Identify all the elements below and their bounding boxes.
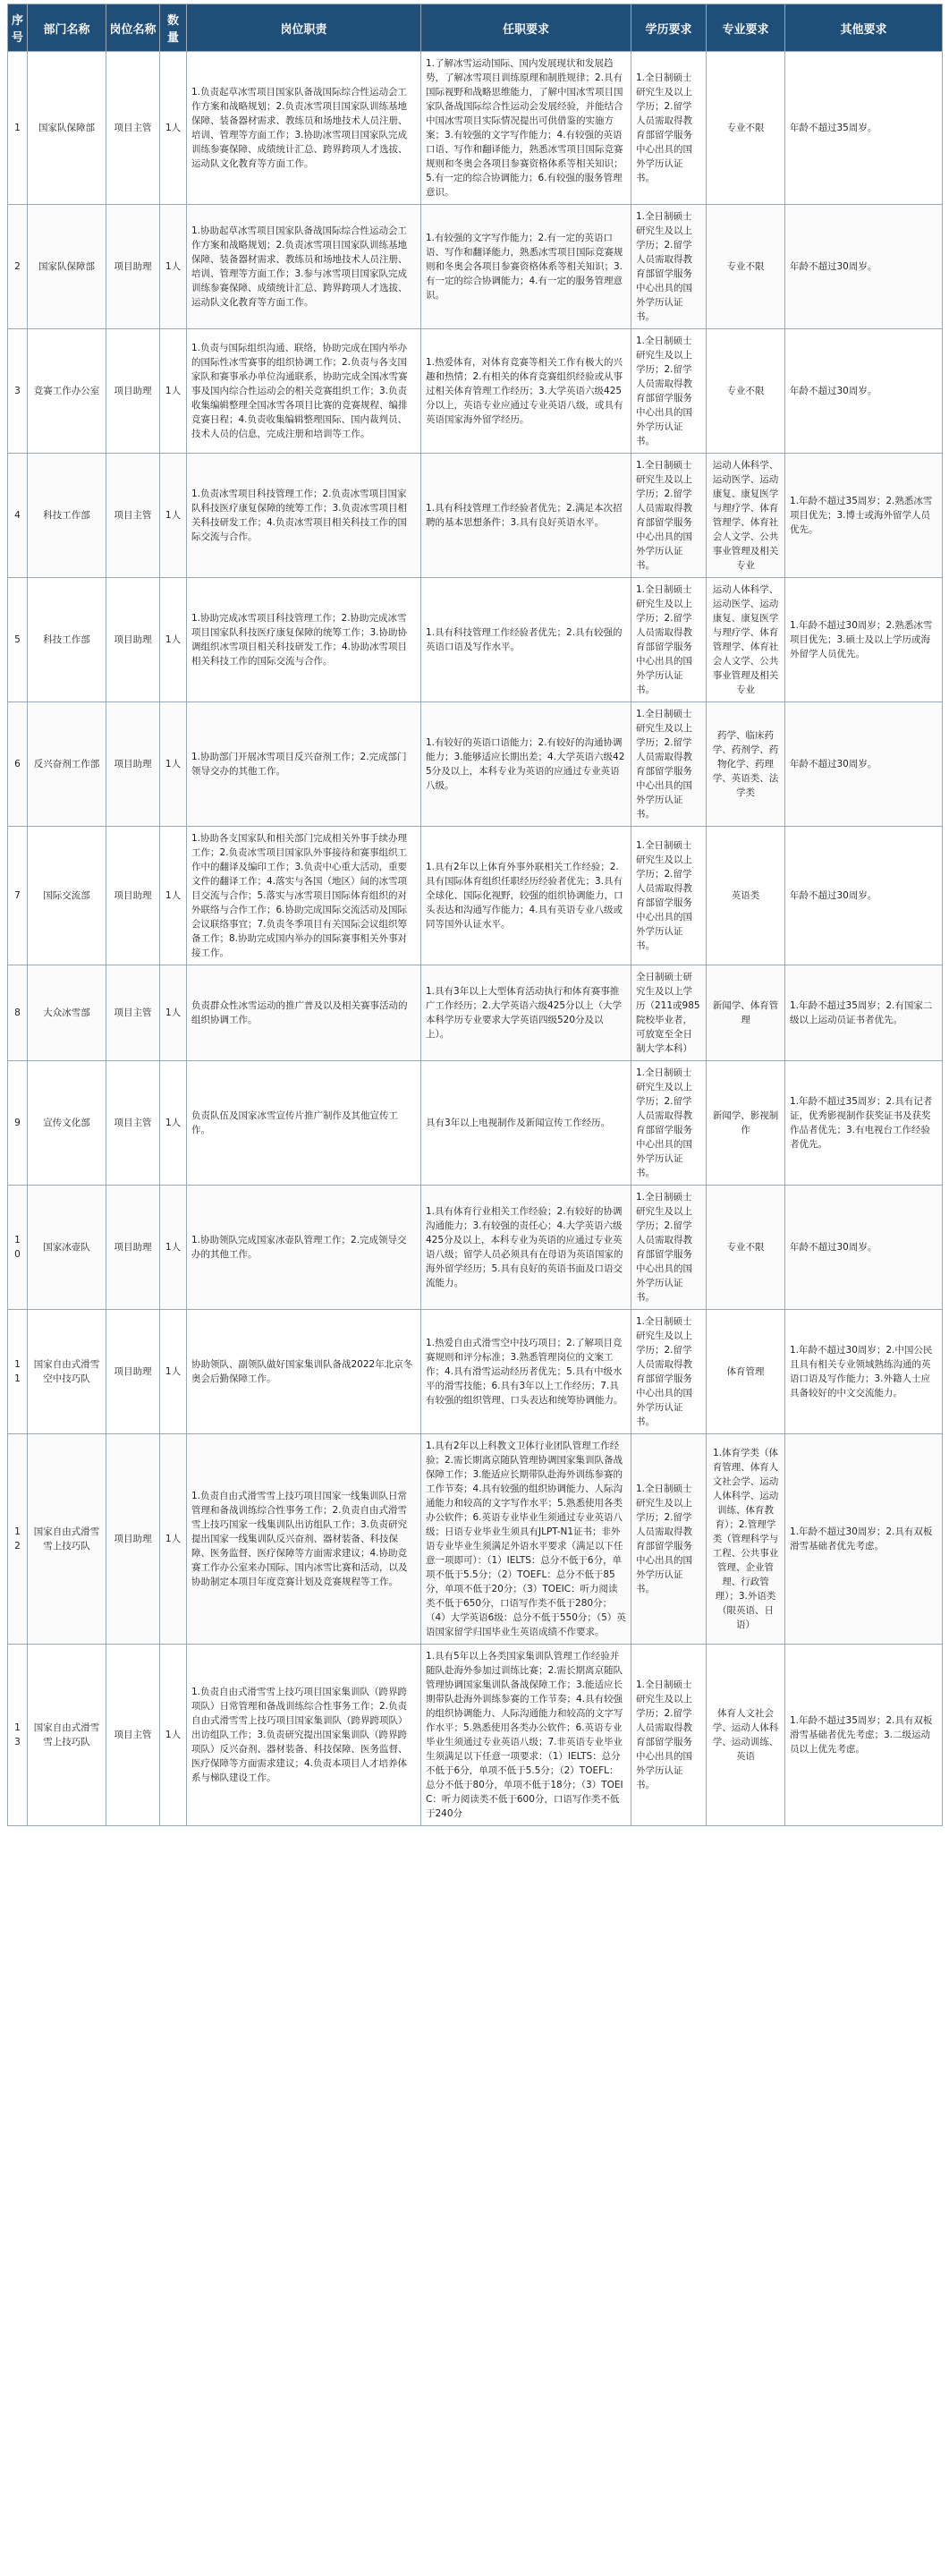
job-requirements: 1.热爱体育，对体育竞赛等相关工作有极大的兴趣和热情；2.有相关的体育竞赛组织经验或从事过相关体育管理工作经历；3.大学英语六级425分以上，英语专业应通过专业英语八级，或具有英语国家海外留学经历。	[421, 329, 631, 454]
education-requirement: 全日制硕士研究生及以上学历（211或985院校毕业者，可放宽至全日制大学本科）	[631, 965, 707, 1061]
education-requirement: 1.全日制硕士研究生及以上学历；2.留学人员需取得教育部留学服务中心出具的国外学历认证书。	[631, 454, 707, 578]
post-duties: 1.负责自由式滑雪雪上技巧项目国家一线集训队日常管理和备战训练综合性事务工作；2.负责自由式滑雪雪上技巧国家一线集训队出访组队工作；3.负责研究提出国家一线集训队反兴奋剂、器材装备、科技保障、医务监督、医疗保障等方面需求建议；4.协助竞赛工作办公室来办国际、国内冰雪比赛和活动，以及协助制定本项目年度竞赛计划及竞赛规程等工作。	[187, 1434, 421, 1645]
major-requirement: 新闻学、体育管理	[707, 965, 785, 1061]
row-number: 3	[8, 329, 28, 454]
job-requirements: 1.具有2年以上科教文卫体行业团队管理工作经验；2.需长期离京随队管理协调国家集训队备战保障工作；3.能适应长期带队赴海外训练参赛的工作节奏；4.具有较强的组织协调能力、人际沟通能力和较高的文字写作水平；5.熟悉使用各类办公软件；6.英语专业毕业生须通过专业英语八级；日语专业毕业生须具有JLPT-N1证书；非外语专业毕业生须满足外语水平要求（满足以下任意一项即可）：（1）IELTS：总分不低于6分，单项不低于5.5分；（2）TOEFL：总分不低于85分，单项不低于20分；（3）TOEIC：听力阅读类不低于650分，口语写作类不低于280分；（4）大学英语6级：总分不低于550分；（5）英语国家留学归国毕业生英语成绩不作要求。	[421, 1434, 631, 1645]
table-row	[8, 1186, 943, 1310]
post-duties: 1.负责冰雪项目科技管理工作；2.负责冰雪项目国家队科技医疗康复保障的统筹工作；3.负责冰雪项目相关科技研发工作；4.负责冰雪项目相关科技工作的国际交流与合作。	[187, 454, 421, 578]
table-row	[8, 52, 943, 205]
job-requirements: 1.具有科技管理工作经验者优先；2.具有较强的英语口语及写作水平。	[421, 578, 631, 702]
department-name: 国家冰壶队	[28, 1186, 106, 1310]
post-name: 项目助理	[106, 827, 160, 965]
major-requirement: 体育人文社会学、运动人体科学、运动训练、英语	[707, 1645, 785, 1826]
table-row	[8, 1434, 943, 1645]
headcount: 1人	[160, 1061, 187, 1186]
row-number: 10	[8, 1186, 28, 1310]
post-name: 项目助理	[106, 1434, 160, 1645]
other-requirements: 年龄不超过30周岁。	[785, 1186, 943, 1310]
row-number: 8	[8, 965, 28, 1061]
major-requirement: 1.体育学类（体育管理、体育人文社会学、运动人体科学、运动训练、体育教育）；2.管理学类（管理科学与工程、公共事业管理、企业管理、行政管理）；3.外语类（限英语、日语）	[707, 1434, 785, 1645]
post-name: 项目助理	[106, 1310, 160, 1434]
headcount: 1人	[160, 1186, 187, 1310]
headcount: 1人	[160, 578, 187, 702]
post-duties: 1.负责起草冰雪项目国家队备战国际综合性运动会工作方案和战略规划；2.负责冰雪项目国家队训练基地保障、装备器材需求、教练员和场地技术人员注册、培训、管理等方面工作；3.协助冰雪项目国家队完成训练参赛保障、成绩统计汇总、跨界跨项人才选拔、运动队文化教育等方面工作。	[187, 52, 421, 205]
row-number: 5	[8, 578, 28, 702]
table-row	[8, 827, 943, 965]
department-name: 国家队保障部	[28, 205, 106, 329]
header-requirements: 任职要求	[421, 4, 631, 52]
row-number: 13	[8, 1645, 28, 1826]
major-requirement: 专业不限	[707, 205, 785, 329]
post-name: 项目主管	[106, 1645, 160, 1826]
post-duties: 负责群众性冰雪运动的推广普及以及相关赛事活动的组织协调工作。	[187, 965, 421, 1061]
post-duties: 1.负责与国际组织沟通、联络，协助完成在国内举办的国际性冰雪赛事的组织协调工作；2.负责与各支国家队和赛事承办单位沟通联系，协助完成全国冰雪赛事及国内综合性运动会的相关竞赛组织工作；3.负责收集编辑整理全国冰雪各项目比赛的竞赛规程、编排竞赛日程；4.负责收集编辑整理国际、国内裁判员、技术人员的信息，完成注册和培训等工作。	[187, 329, 421, 454]
job-requirements: 具有3年以上电视制作及新闻宣传工作经历。	[421, 1061, 631, 1186]
headcount: 1人	[160, 52, 187, 205]
other-requirements: 1.年龄不超过35周岁；2.熟悉冰雪项目优先；3.博士或海外留学人员优先。	[785, 454, 943, 578]
other-requirements: 1.年龄不超过30周岁；2.具有双板滑雪基础者优先考虑。	[785, 1434, 943, 1645]
job-requirements: 1.有较强的文字写作能力；2.有一定的英语口语、写作和翻译能力，熟悉冰雪项目国际竞赛规则和冬奥会各项目参赛资格体系等相关知识；3.有一定的综合协调能力；4.有一定的服务管理意识。	[421, 205, 631, 329]
headcount: 1人	[160, 1310, 187, 1434]
post-name: 项目助理	[106, 205, 160, 329]
department-name: 竞赛工作办公室	[28, 329, 106, 454]
table-row	[8, 205, 943, 329]
department-name: 大众冰雪部	[28, 965, 106, 1061]
major-requirement: 药学、临床药学、药剂学、药物化学、药理学、英语类、法学类	[707, 702, 785, 827]
row-number: 1	[8, 52, 28, 205]
job-requirements: 1.具有3年以上大型体育活动执行和体育赛事推广工作经历；2.大学英语六级425分以上（大学本科学历专业要求大学英语四级520分及以上）。	[421, 965, 631, 1061]
table-row	[8, 702, 943, 827]
row-number: 11	[8, 1310, 28, 1434]
table-row	[8, 454, 943, 578]
headcount: 1人	[160, 1434, 187, 1645]
major-requirement: 专业不限	[707, 1186, 785, 1310]
department-name: 国家自由式滑雪雪上技巧队	[28, 1645, 106, 1826]
other-requirements: 年龄不超过30周岁。	[785, 329, 943, 454]
department-name: 科技工作部	[28, 454, 106, 578]
job-requirements: 1.具有科技管理工作经验者优先；2.满足本次招聘的基本思想条件；3.具有良好英语水平。	[421, 454, 631, 578]
other-requirements: 1.年龄不超过30周岁；2.中国公民且具有相关专业领域熟练沟通的英语口语及写作能力；3.外籍人士应具备较好的中文交流能力。	[785, 1310, 943, 1434]
post-duties: 1.协助部门开展冰雪项目反兴奋剂工作；2.完成部门领导交办的其他工作。	[187, 702, 421, 827]
post-duties: 1.协助各支国家队和相关部门完成相关外事手续办理工作；2.负责冰雪项目国家队外事接待和赛事组织工作中的翻译及编印工作；3.负责中心重大活动，重要文件的翻译工作；4.落实与各国（地区）间的冰雪项目交流与合作；5.落实与冰雪项目国际体育组织的对外联络与合作工作；6.协助完成国际交流活动及国际会议联络事宜；7.负责冬季项目有关国际会议组织筹备工作；8.协助完成国内举办的国际赛事相关外事对接工作。	[187, 827, 421, 965]
major-requirement: 专业不限	[707, 52, 785, 205]
post-name: 项目主管	[106, 52, 160, 205]
department-name: 国家自由式滑雪雪上技巧队	[28, 1434, 106, 1645]
department-name: 国家自由式滑雪空中技巧队	[28, 1310, 106, 1434]
table-row	[8, 578, 943, 702]
table-row	[8, 1310, 943, 1434]
row-number: 4	[8, 454, 28, 578]
post-duties: 协助领队、副领队做好国家集训队备战2022年北京冬奥会后勤保障工作。	[187, 1310, 421, 1434]
row-number: 9	[8, 1061, 28, 1186]
table-row	[8, 1645, 943, 1826]
headcount: 1人	[160, 1645, 187, 1826]
post-name: 项目主管	[106, 454, 160, 578]
post-duties: 1.协助完成冰雪项目科技管理工作；2.协助完成冰雪项目国家队科技医疗康复保障的统筹工作；3.协助协调组织冰雪项目相关科技研发工作；4.协助冰雪项目相关科技工作的国际交流与合作。	[187, 578, 421, 702]
education-requirement: 1.全日制硕士研究生及以上学历；2.留学人员需取得教育部留学服务中心出具的国外学历认证书。	[631, 578, 707, 702]
row-number: 7	[8, 827, 28, 965]
header-other: 其他要求	[785, 4, 943, 52]
education-requirement: 1.全日制硕士研究生及以上学历；2.留学人员需取得教育部留学服务中心出具的国外学历认证书。	[631, 1061, 707, 1186]
education-requirement: 1.全日制硕士研究生及以上学历；2.留学人员需取得教育部留学服务中心出具的国外学历认证书。	[631, 1645, 707, 1826]
row-number: 2	[8, 205, 28, 329]
job-requirements: 1.具有体育行业相关工作经验；2.有较好的协调沟通能力；3.有较强的责任心；4.大学英语六级425分及以上，本科专业为英语的应通过专业英语八级；留学人员必须具有在母语为英语国家的海外留学经历；5.具有良好的英语书面及口语交流能力。	[421, 1186, 631, 1310]
header-duty: 岗位职责	[187, 4, 421, 52]
row-number: 12	[8, 1434, 28, 1645]
header-no: 序号	[8, 4, 28, 52]
header-count: 数量	[160, 4, 187, 52]
recruitment-table	[7, 4, 943, 1826]
other-requirements: 年龄不超过30周岁。	[785, 205, 943, 329]
education-requirement: 1.全日制硕士研究生及以上学历；2.留学人员需取得教育部留学服务中心出具的国外学历认证书。	[631, 1186, 707, 1310]
headcount: 1人	[160, 965, 187, 1061]
education-requirement: 1.全日制硕士研究生及以上学历；2.留学人员需取得教育部留学服务中心出具的国外学历认证书。	[631, 52, 707, 205]
major-requirement: 英语类	[707, 827, 785, 965]
table-row	[8, 329, 943, 454]
headcount: 1人	[160, 702, 187, 827]
table-row	[8, 965, 943, 1061]
department-name: 科技工作部	[28, 578, 106, 702]
department-name: 宣传文化部	[28, 1061, 106, 1186]
education-requirement: 1.全日制硕士研究生及以上学历；2.留学人员需取得教育部留学服务中心出具的国外学历认证书。	[631, 1310, 707, 1434]
post-name: 项目助理	[106, 329, 160, 454]
other-requirements: 1.年龄不超过35周岁；2.具有记者证，优秀影视制作获奖证书及获奖作品者优先；3.有电视台工作经验者优先。	[785, 1061, 943, 1186]
row-number: 6	[8, 702, 28, 827]
job-requirements: 1.了解冰雪运动国际、国内发展现状和发展趋势，了解冰雪项目训练原理和制胜规律；2.具有国际视野和战略思维能力，了解中国冰雪项目国家队备战国际综合性运动会发展经验，并能结合中国冰雪项目实际情况提出可供借鉴的实施方案；3.有较强的文字写作能力；4.有较强的英语口语、写作和翻译能力，熟悉冰雪项目国际竞赛规则和冬奥会各项目参赛资格体系等相关知识；5.有一定的综合协调能力；6.有较强的服务管理意识。	[421, 52, 631, 205]
other-requirements: 1.年龄不超过30周岁；2.熟悉冰雪项目优先；3.硕士及以上学历或海外留学人员优先。	[785, 578, 943, 702]
department-name: 国家队保障部	[28, 52, 106, 205]
post-duties: 1.负责自由式滑雪雪上技巧项目国家集训队（跨界跨项队）日常管理和备战训练综合性事务工作；2.负责自由式滑雪雪上技巧项目国家集训队（跨界跨项队）出访组队工作；3.负责研究提出国家集训队（跨界跨项队）反兴奋剂、器材装备、科技保障、医务监督、医疗保障等方面需求建议；4.负责本项目人才培养体系与梯队建设工作。	[187, 1645, 421, 1826]
major-requirement: 运动人体科学、运动医学、运动康复、康复医学与理疗学、体育管理学、体育社会人文学、公共事业管理及相关专业	[707, 578, 785, 702]
department-name: 国际交流部	[28, 827, 106, 965]
education-requirement: 1.全日制硕士研究生及以上学历；2.留学人员需取得教育部留学服务中心出具的国外学历认证书。	[631, 205, 707, 329]
major-requirement: 专业不限	[707, 329, 785, 454]
education-requirement: 1.全日制硕士研究生及以上学历；2.留学人员需取得教育部留学服务中心出具的国外学历认证书。	[631, 1434, 707, 1645]
table-body	[8, 52, 943, 1826]
major-requirement: 体育管理	[707, 1310, 785, 1434]
header-post: 岗位名称	[106, 4, 160, 52]
headcount: 1人	[160, 827, 187, 965]
post-name: 项目助理	[106, 578, 160, 702]
other-requirements: 年龄不超过35周岁。	[785, 52, 943, 205]
job-requirements: 1.具有5年以上各类国家集训队管理工作经验并随队赴海外参加过训练比赛；2.需长期离京随队管理协调国家集训队备战保障工作；3.能适应长期带队赴海外训练参赛的工作节奏；4.具有较强的组织协调能力、人际沟通能力和较高的文字写作水平；5.熟悉使用各类办公软件；6.英语专业毕业生须通过专业英语八级；7.非英语专业毕业生须满足以下任意一项要求：（1）IELTS：总分不低于6分，单项不低于5.5分；（2）TOEFL：总分不低于80分，单项不低于18分；（3）TOEIC：听力阅读类不低于600分，口语写作类不低于240分	[421, 1645, 631, 1826]
job-requirements: 1.热爱自由式滑雪空中技巧项目；2.了解项目竞赛规则和评分标准；3.熟悉管理岗位的文案工作；4.具有滑雪运动经历者优先；5.具有中级水平的滑雪技能；6.具有3年以上工作经历；7.具有较强的组织管理、口头表达和统筹协调能力。	[421, 1310, 631, 1434]
header-dept: 部门名称	[28, 4, 106, 52]
post-name: 项目主管	[106, 1061, 160, 1186]
headcount: 1人	[160, 329, 187, 454]
headcount: 1人	[160, 454, 187, 578]
other-requirements: 1.年龄不超过35周岁；2.具有双板滑雪基础者优先考虑；3.二级运动员以上优先考虑。	[785, 1645, 943, 1826]
education-requirement: 1.全日制硕士研究生及以上学历；2.留学人员需取得教育部留学服务中心出具的国外学历认证书。	[631, 827, 707, 965]
table-row	[8, 1061, 943, 1186]
education-requirement: 1.全日制硕士研究生及以上学历；2.留学人员需取得教育部留学服务中心出具的国外学历认证书。	[631, 329, 707, 454]
job-requirements: 1.具有2年以上体育外事外联相关工作经验；2.具有国际体育组织任职经历经验者优先；3.具有全球化、国际化视野，较强的组织协调能力，口头表达和沟通写作能力；4.具有英语专业八级或同等国外认证水平。	[421, 827, 631, 965]
post-name: 项目助理	[106, 702, 160, 827]
post-name: 项目助理	[106, 1186, 160, 1310]
other-requirements: 年龄不超过30周岁。	[785, 827, 943, 965]
major-requirement: 新闻学、影视制作	[707, 1061, 785, 1186]
header-row	[8, 4, 943, 52]
other-requirements: 年龄不超过30周岁。	[785, 702, 943, 827]
header-major: 专业要求	[707, 4, 785, 52]
post-name: 项目主管	[106, 965, 160, 1061]
post-duties: 1.协助起草冰雪项目国家队备战国际综合性运动会工作方案和战略规划；2.负责冰雪项目国家队训练基地保障、装备器材需求、教练员和场地技术人员注册、培训、管理等方面工作；3.参与冰雪项目国家队完成训练参赛保障、成绩统计汇总、跨界跨项人才选拔、运动队文化教育等方面工作。	[187, 205, 421, 329]
post-duties: 负责队伍及国家冰雪宣传片推广制作及其他宣传工作。	[187, 1061, 421, 1186]
department-name: 反兴奋剂工作部	[28, 702, 106, 827]
education-requirement: 1.全日制硕士研究生及以上学历；2.留学人员需取得教育部留学服务中心出具的国外学历认证书。	[631, 702, 707, 827]
header-education: 学历要求	[631, 4, 707, 52]
post-duties: 1.协助领队完成国家冰壶队管理工作；2.完成领导交办的其他工作。	[187, 1186, 421, 1310]
headcount: 1人	[160, 205, 187, 329]
other-requirements: 1.年龄不超过35周岁；2.有国家二级以上运动员证书者优先。	[785, 965, 943, 1061]
major-requirement: 运动人体科学、运动医学、运动康复、康复医学与理疗学、体育管理学、体育社会人文学、公共事业管理及相关专业	[707, 454, 785, 578]
job-requirements: 1.有较好的英语口语能力；2.有较好的沟通协调能力；3.能够适应长期出差；4.大学英语六级425分及以上，本科专业为英语的应通过专业英语八级。	[421, 702, 631, 827]
